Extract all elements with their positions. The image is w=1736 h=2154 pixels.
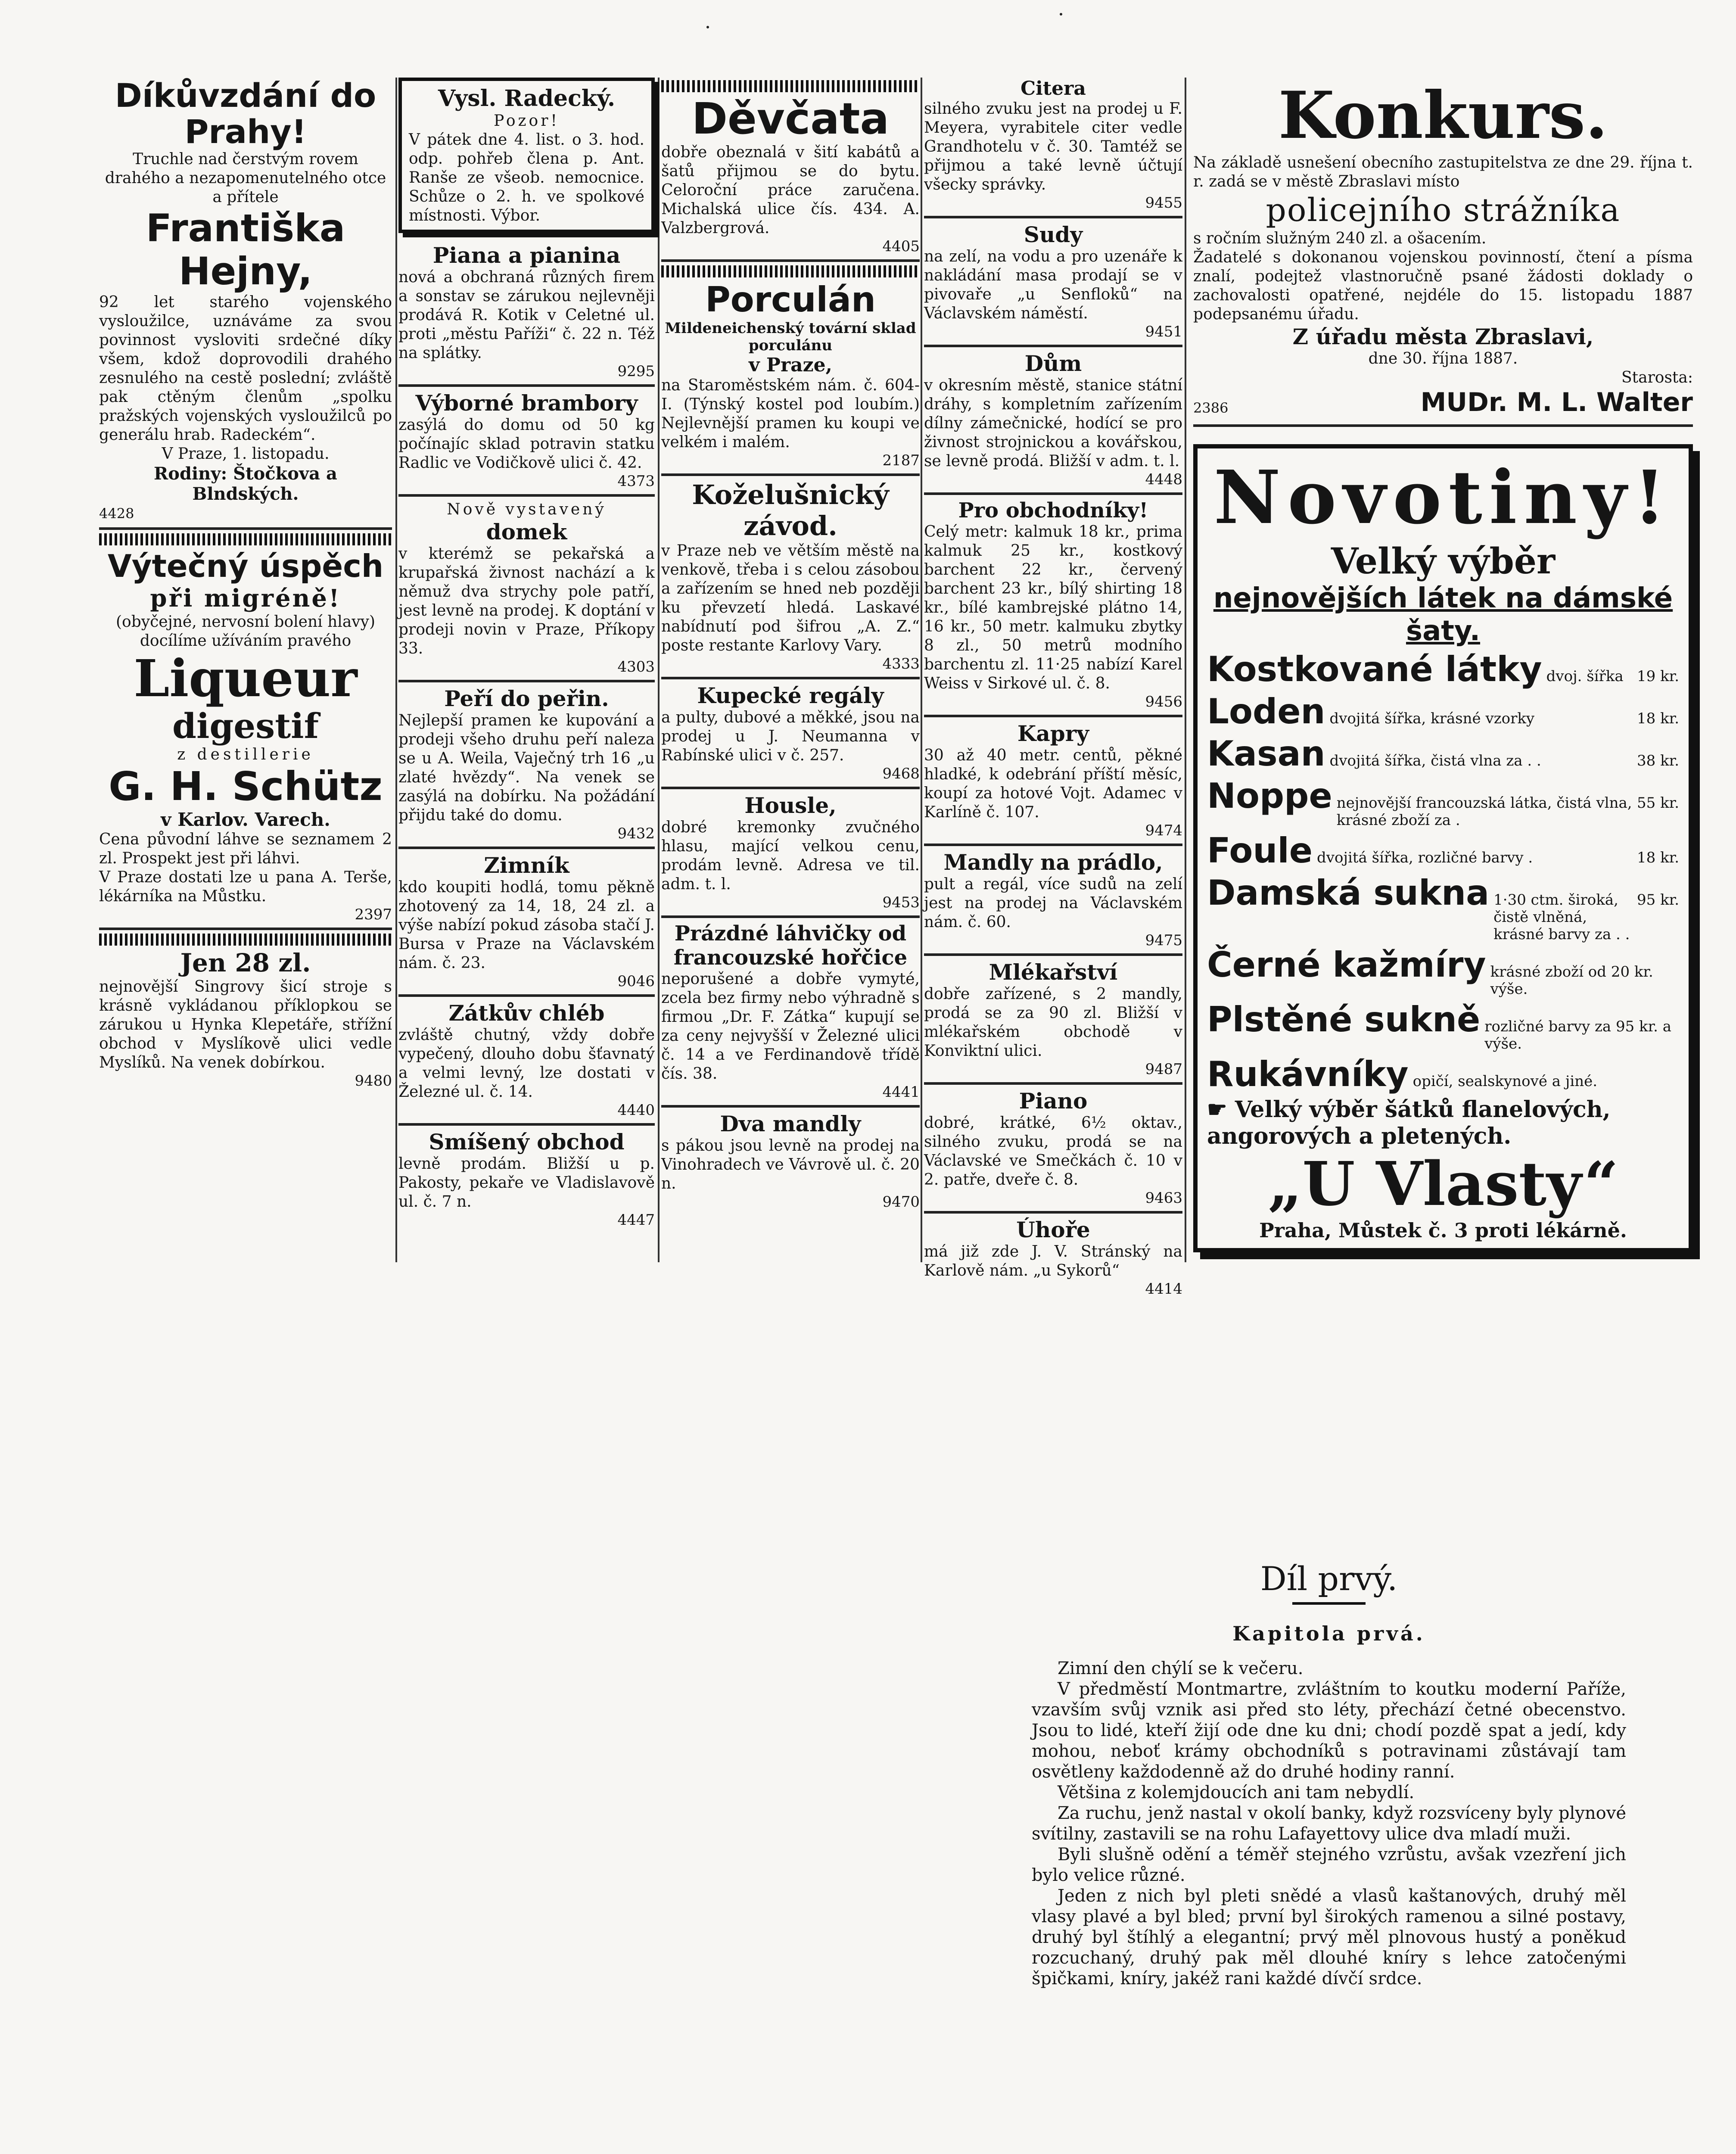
ad-singer [99,948,392,1094]
ad-title: Výtečný úspěch [107,548,384,584]
ad-number: 9480 [355,1072,392,1089]
ad-text: 92 let starého vojenského vysloužilce, uznáváme za svou povinnost vysloviti srdečné díky všem, kdož doprovodili drahého zesnulého na cestě poslední; zvláště pak ctěným členům „spolku pražských vojenských vysloužilců po generálu hrab. Radeckém“. [99,293,392,444]
story-paragraphs [1032,1658,1626,1989]
ad-title: Sudy [1024,222,1083,247]
novotiny-extra [1207,1096,1679,1150]
ad-number: 9487 [1145,1061,1182,1078]
konkurs-signature-row [1193,368,1693,417]
ad-number: 4303 [617,658,655,675]
ad-number: 9432 [617,825,655,842]
ads-column-2 [398,78,655,1236]
ad-number: 4373 [617,473,655,490]
ad-number: 9463 [1145,1189,1182,1207]
chapter-title: Kapitola prvá. [1232,1622,1425,1645]
ad-title: Piano [1019,1088,1088,1114]
ad-text: V pátek dne 4. list. o 3. hod. odp. pohřeb člena p. Ant. Ranše ze všeob. nemocnice. Schůze o 2. h. ve spolkové místnosti. Výbor. [409,131,644,224]
fabric-row [1207,873,1679,943]
ad-thanks [99,78,392,530]
ad-text: (obyčejné, nervosní bolení hlavy) docílíme užíváním pravého [116,613,375,650]
ad-tannery [661,479,920,679]
column-rule [921,78,922,1262]
ad-title: Peří do peřin. [444,686,609,711]
ad-number: 2397 [355,906,392,923]
ad-text: Truchle nad čerstvým rovem drahého a nezapomenutelného otce a přítele [105,150,386,206]
ad-piano [924,1088,1182,1214]
ad-house-sale [924,351,1182,495]
ad-bread [398,1000,655,1126]
ad-text: v Praze neb ve větším městě na venkově, třeba i s celou zásobou a zařízením se hned neb později ku převzetí hledá. Laskavé nabídnutí pod šifrou „A. Z.“ poste restante Karlovy Vary. [661,542,920,654]
ad-text: zvláště chutný, vždy dobře vypečený, dlouho dobu šťavnatý a velmi levný, lze dostati v Železné ul. č. 14. [398,1026,655,1101]
ad-title: Zimník [484,853,569,878]
fabric-list [1207,649,1679,1095]
column-rule [1185,78,1186,1262]
fabric-price: 38 kr. [1637,752,1679,769]
ad-name: Františka Hejny, [146,206,345,293]
fabric-name: Noppe [1207,776,1332,816]
story-paragraph: Za ruchu, jenž nastal v okolí banky, když rozsvíceny byly plynové svítilny, zastavili se na rohu Lafayettovy ulice dva mladí muži. [1032,1803,1626,1844]
ad-title: Piana a pianina [432,243,621,268]
ad-potatoes [398,390,655,497]
ad-text: v okresním městě, stanice státní dráhy, s kompletním zařízením dílny zámečnické, hodící se pro živnost strojnickou a kovářskou, se levně prodá. Bližší v adm. t. l. [924,377,1182,470]
fabric-desc: krásné zboží od 20 kr. výše. [1490,963,1653,998]
ad-title: Mlékařství [989,959,1118,985]
column-rule [658,78,660,1262]
story-section [1032,1559,1626,1989]
fabric-name: Foule [1207,831,1313,871]
fabric-row [1207,1054,1679,1095]
fabric-name: Plstěné sukně [1207,999,1481,1040]
ad-text: Celý metr: kalmuk 18 kr., prima kalmuk 25 kr., kostkový barchent 22 kr., červený barchent 23 kr., bílý shirting 18 kr., bílé kambrejské plátno 14, 16 kr., 50 metr. kalmuku zbytky 8 zl., 50 metrů modního barchentu zl. 11·25 nabízí Karel Weiss v Sirkové ul. č. 8. [924,523,1182,692]
ad-novotiny [1193,444,1693,1252]
konkurs-signer: MUDr. M. L. Walter [1420,387,1693,417]
fabric-name: Kasan [1207,734,1325,774]
ad-title: Děvčata [691,93,890,144]
ad-eels [924,1217,1182,1302]
divider-ornament [1292,1602,1366,1605]
fabric-desc: dvojitá šířka, čistá vlna za . . [1329,752,1541,769]
ad-number: 4405 [882,238,920,255]
ad-number: 4333 [882,655,920,672]
fabric-desc: rozličné barvy za 95 kr. a výše. [1484,1018,1672,1052]
fabric-name: Loden [1207,691,1325,731]
ad-number: 9453 [882,894,920,911]
fabric-desc: dvojitá šířka, rozličné barvy . [1317,849,1533,866]
ad-title: Kupecké regály [697,683,884,708]
ad-text: dobře obeznalá v šití kabátů a šatů přijmou se do bytu. Celoroční práce zaručena. Michalská ulice čís. 434. A. Valzbergrová. [661,143,920,237]
ad-shelves [661,683,920,789]
konkurs-salary: s ročním služným 240 zl. a ošacením. [1193,230,1487,247]
ad-title: Vysl. Radecký. [438,85,616,112]
ad-text: kdo koupiti hodlá, tomu pěkně zhotovený za 14, 18, 24 zl. a výše nabízí pokud zásoba stačí J. Bursa v Praze na Václavském nám. č. 23. [398,878,655,972]
ad-text: silného zvuku jest na prodej u F. Meyera, vyrabitele citer vedle Grandhotelu v č. 30. Tamtéž se přijmou a také levně účtují všecky správky. [924,100,1182,193]
fabric-price: 19 kr. [1637,668,1679,685]
ad-title: domek [486,519,567,545]
ad-text: z destillerie [177,746,314,763]
fabric-row [1207,999,1679,1052]
fabric-row [1207,649,1679,690]
konkurs-position: policejního strážníka [1266,192,1621,229]
ad-title: Díkůvzdání do Prahy! [115,76,376,151]
ad-title: Porculán [705,280,876,320]
ad-text: zasýlá do domu od 50 kg počínajíc sklad potravin statku Radlic ve Vodičkově ulici č. 42. [398,416,655,472]
fabric-row [1207,831,1679,871]
ad-text: dobré, krátké, 6½ oktav., silného zvuku, prodá se na Václavské ve Smečkách č. 10 v 2. patře, dveře č. 8. [924,1114,1182,1189]
story-paragraph: Jeden z nich byl pleti snědé a vlasů kaštanových, druhý měl vlasy plavé a byl bled; první byl širokých ramenou a silné postavy, druhý byl štíhlý a elegantní; prvý měl plnovous hustý a poněkud rozcuchaný, druhý pak měl dlouhé kníry s lehce zatočenými špičkami, kníry, jakéž rani každé dívčí srdce. [1032,1886,1626,1989]
novotiny-subtitle: Velký výběr [1331,541,1556,582]
ad-name: G. H. Schütz [109,763,383,809]
ad-title: Smíšený obchod [429,1129,625,1155]
ad-pianos [398,243,655,387]
ads-column-1 [99,78,392,1097]
ad-subtitle: při migréně! [150,584,341,613]
ad-text: má již zde J. V. Stránský na Karlově nám. „u Sykorů“ [924,1243,1182,1279]
ad-number: 2187 [882,452,920,469]
ad-radecky [398,78,655,233]
ad-number: 9468 [882,765,920,782]
story-paragraph: Byli slušně odění a téměř stejného vzrůstu, avšak vzezření jich bylo velice různé. [1032,1845,1626,1885]
ad-text: Nejlepší pramen ke kupování a prodeji všeho druhu peří naleza se u A. Weila, Vaječný trh 16 „u zlaté hvězdy“. Na venek se zasýlá na dobírku. Na požádání přijdu také do domu. [398,712,655,824]
ad-subtitle: Mildeneichenský tovární sklad porculánu [665,320,916,354]
fabric-name: Damská sukna [1207,873,1490,913]
ad-text: nejnovější Singrovy šicí stroje s krásně vykládanou příklopkou se zárukou u Hynka Klepetáře, střížní obchod v Myslíkově ulici vedle Myslíků. Na venek dobírkou. [99,978,392,1071]
ornament-rule [661,265,920,277]
ad-text: levně prodám. Bližší u p. Pakosty, pekaře ve Vladislavově ul. č. 7 n. [398,1155,655,1211]
fabric-name: Černé kažmíry [1207,945,1486,985]
fabric-desc: opičí, sealskynové a jiné. [1412,1073,1598,1090]
ad-title: Pro obchodníky! [958,498,1148,523]
novotiny-subtitle-2: nejnovějších látek na dámské šaty. [1213,582,1673,647]
ad-title: Prázdné láhvičky od francouzské hořčice [673,921,908,970]
ad-number: 9046 [617,973,655,990]
konkurs-number: 2386 [1193,400,1229,416]
ad-number: 4448 [1145,471,1182,488]
fabric-row [1207,945,1679,998]
ad-coat [398,853,655,997]
konkurs-role: Starosta: [1621,369,1693,386]
ad-text: 30 až 40 metr. centů, pěkné hladké, k odebrání příští měsíc, koupí za hotové Vojt. Adamec v Karlíně č. 107. [924,747,1182,821]
ad-text: s pákou jsou levně na prodej na Vinohradech ve Vávrově ul. č. 20 n. [661,1137,920,1192]
ads-column-5 [1193,78,1693,1252]
ad-number: 4440 [617,1102,655,1119]
ad-number: 4441 [882,1083,920,1101]
ad-title: Kapry [1017,721,1089,746]
speck [1060,13,1062,16]
ad-text: v kterémž se pekařská a krupařská živnost nachází a k němuž dva strychy pole patří, jest levně na prodej. K doptání v prodeji novin v Praze, Příkopy 33. [398,545,655,657]
novotiny-title: Novotiny! [1213,454,1673,541]
ad-place: v Karlov. Varech. [161,809,330,830]
ad-house [398,500,655,682]
novotiny-extra-text: Velký výběr šátků flanelových, angorových a pletených. [1207,1096,1611,1149]
ad-feathers [398,686,655,849]
story-paragraph: V předměstí Montmartre, zvláštním to koutku moderní Paříže, vzavším svůj vznik asi před sto léty, přechází četné obecenstvo. Jsou to lidé, kteří žijí ode dne ku dni; chodí pozdě spat a jedí, kdy mohou, neboť krámy obchodníků s potravinami zůstávají tam osvětleny každodenně až do druhé hodiny ranní. [1032,1679,1626,1782]
part-title: Díl prvý. [1260,1559,1398,1598]
ad-title: Mandly na prádlo, [943,850,1163,875]
ad-text: Cena původní láhve se seznamem 2 zl. Prospekt jest při láhvi. [99,831,392,867]
konkurs-office: Z úřadu města Zbraslavi, [1292,324,1594,349]
fabric-row [1207,691,1679,732]
ad-merchants [924,498,1182,717]
ad-barrels [924,222,1182,347]
ad-girls [661,95,920,262]
konkurs-body: Žadatelé s dokonanou vojenskou povinností, čtení a písma znalí, podejtež vlastnoručně psané žádosti doklady o zachovalosti opatřené, nejdéle do 15. listopadu 1887 podepsanému úřadu. [1193,249,1693,323]
ad-number: 4447 [617,1211,655,1229]
ad-text: neporušené a dobře vymyté, zcela bez firmy nebo výhradně s firmou „Dr. F. Zátka“ kupují se za ceny nejvyšší v Železné ulici č. 14 a ve Ferdinandově třídě čís. 38. [661,970,920,1083]
ad-text: pult a regál, více sudů na zelí jest na prodej na Václavském nám. č. 60. [924,875,1182,931]
ornament-rule [99,533,392,545]
ad-signature: Rodiny: Štočkova a Blndských. [154,464,337,504]
ad-text: na zelí, na vodu a pro uzenáře k nakládání masa prodají se v pivovaře „u Senfloků“ na Václavském náměstí. [924,248,1182,322]
story-paragraph: Zimní den chýlí se k večeru. [1058,1659,1304,1678]
ad-mangles [661,1111,920,1215]
speck [706,26,709,28]
ad-place: v Praze, [749,354,832,376]
column-rule [395,78,397,1262]
ad-subtitle: Nově vystavený [447,501,607,518]
ad-number: 9456 [1145,693,1182,710]
konkurs-date: dne 30. října 1887. [1368,350,1518,367]
ad-porcelain [661,280,920,476]
ad-number: 9295 [617,363,655,380]
konkurs-intro: Na základě usnešení obecního zastupitelstva ze dne 29. října t. r. zadá se v městě Zbraslavi místo [1193,154,1693,190]
fabric-name: Kostkované látky [1207,649,1542,689]
ad-zither [924,78,1182,218]
konkurs-title: Konkurs. [1278,78,1608,153]
ad-text: na Staroměstském nám. č. 604-I. (Týnský kostel pod loubím.) Nejlevnější pramen ku koupi ve velkém i malém. [661,377,920,451]
ad-text: dobré kremonky zvučného hlasu, mající velkou cenu, prodám levně. Adresa ve til. adm. t. l. [661,819,920,893]
ad-text: a pulty, dubové a měkké, jsou na prodej u J. Neumanna v Rabínské ulici v č. 257. [661,709,920,764]
ad-title: Zátkův chléb [448,1000,605,1026]
ad-title: Liqueur [134,648,358,708]
ad-shop [398,1129,655,1233]
ad-number: 9451 [1145,323,1182,340]
ad-title: Výborné brambory [415,390,638,416]
ad-text: nová a obchraná různých firem a sonstav se zárukou nejlevněji prodává R. Kotik v Celetné ul. proti „městu Paříži“ č. 22 n. Též na splátky. [398,268,655,362]
fabric-desc: dvojitá šířka, krásné vzorky [1329,710,1535,727]
ad-number: 9470 [882,1193,920,1211]
fabric-desc: nejnovější francouzská látka, čistá vlna, krásné zboží za . [1336,794,1632,829]
story-paragraph: Většina z kolemjdoucích ani tam nebydlí. [1058,1783,1415,1802]
ad-title: Dům [1024,351,1082,376]
ad-dairy [924,959,1182,1085]
ad-text: dobře zařízené, s 2 mandly, prodá se za 90 zl. Bližší v mlékařském obchodě v Konviktní ulici. [924,985,1182,1060]
ad-number: 9475 [1145,932,1182,949]
pointing-hand-icon: ☛ [1207,1096,1235,1123]
ads-column-3 [661,78,920,1218]
fabric-price: 18 kr. [1637,849,1679,866]
ad-number: 4414 [1145,1280,1182,1298]
fabric-name: Rukávníky [1207,1054,1409,1094]
ad-violin [661,793,920,918]
fabric-price: 55 kr. [1637,794,1679,812]
konkurs-signature [1421,368,1693,417]
ad-number: 9455 [1145,194,1182,212]
ad-number: 4428 [99,505,134,522]
ad-bottles [661,921,920,1108]
ad-title: Úhoře [1016,1217,1090,1242]
ad-number: 9474 [1145,822,1182,839]
ad-carp [924,721,1182,846]
ad-title: Housle, [744,793,837,818]
ad-title: Dva mandly [720,1111,861,1136]
fabric-row [1207,776,1679,829]
ad-konkurs [1193,78,1693,427]
ad-title: Jen 28 zl. [180,948,311,977]
ornament-rule [661,80,920,92]
ad-title: Citera [1020,78,1086,100]
ad-laundry-mangles [924,850,1182,956]
ad-subtitle: Pozor! [494,112,560,130]
ad-place: V Praze, 1. listopadu. [162,445,330,463]
ad-liqueur [99,548,392,930]
fabric-price: 18 kr. [1637,710,1679,727]
ads-column-4 [924,78,1182,1305]
fabric-desc: 1·30 ctm. široká, čistě vlněná, krásné barvy za . . [1493,891,1630,943]
fabric-price: 95 kr. [1637,891,1679,909]
ad-text: V Praze dostati lze u pana A. Terše, lékárníka na Můstku. [99,868,392,905]
novotiny-address: Praha, Můstek č. 3 proti lékárně. [1259,1219,1627,1242]
fabric-row [1207,734,1679,774]
ad-title: Koželušnický závod. [692,479,889,542]
fabric-desc: dvoj. šířka [1546,668,1624,685]
ad-subtitle: digestif [172,706,319,746]
ornament-rule [99,934,392,946]
novotiny-shop: „U Vlasty“ [1267,1149,1619,1220]
